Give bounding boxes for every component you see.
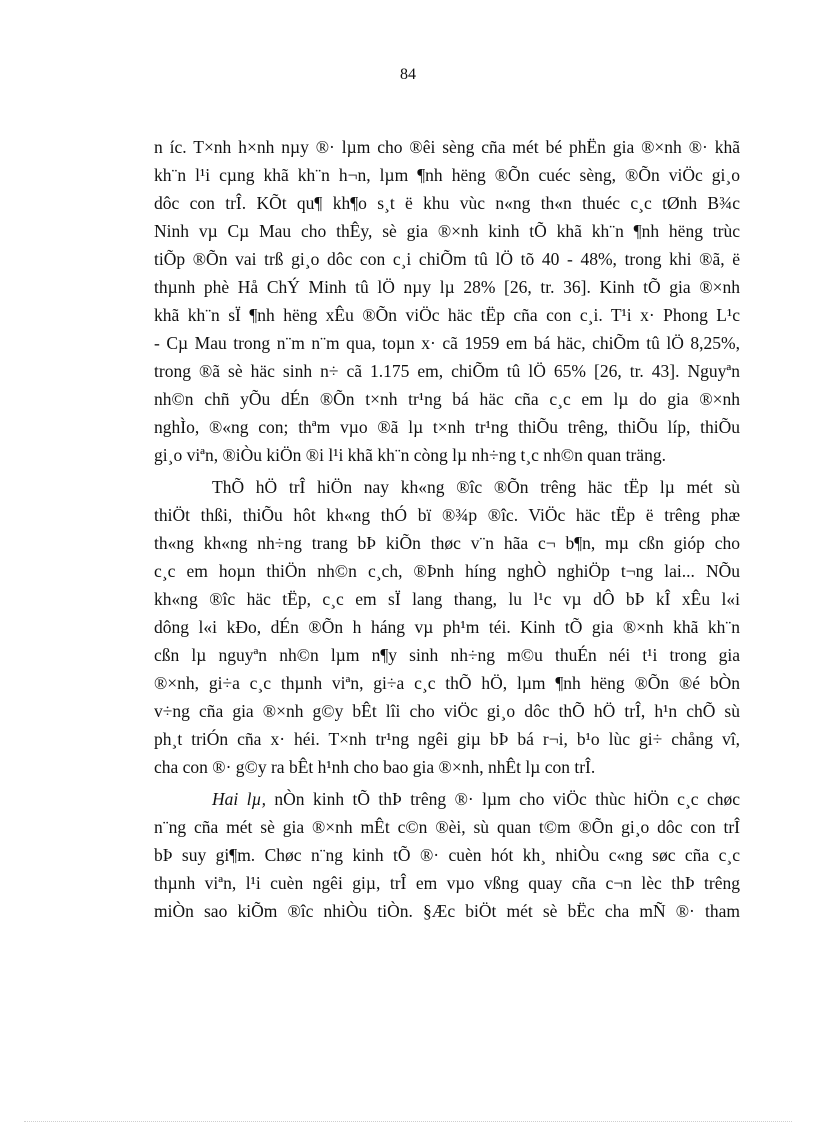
text-line: ThÕ hÖ trÎ hiÖn nay kh«ng ®îc ®Õn trêng häc tËp lµ mét sù (212, 477, 740, 497)
page-number: 84 (400, 66, 416, 83)
text-line: kh¨n l¹i cµng khã kh¨n h¬n, lµm ¶nh hëng ®Õn cuéc sèng, ®Õn viÖc gi¸o (154, 165, 740, 185)
paragraph-1 (154, 133, 740, 469)
page-bottom-border (24, 1121, 792, 1122)
text-line: Ninh vµ Cµ Mau cho thÊy, sè gia ®×nh kinh tÕ khã kh¨n ¶nh hëng trùc (154, 221, 740, 241)
text-line: nghÌo, ®«ng con; thªm vµo ®ã lµ t×nh tr¹ng thiÕu trêng, thiÕu líp, thiÕu (154, 417, 740, 437)
text-line: khã kh¨n sÏ ¶nh hëng xÊu ®Õn viÖc häc tËp cña con c¸i. T¹i x· Phong L¹c (154, 305, 740, 325)
italic-lead: Hai lµ, (212, 789, 266, 809)
text-line: trong ®ã sè häc sinh n÷ cã 1.175 em, chiÕm tû lÖ 65% [26, tr. 43]. Nguyªn (154, 361, 740, 381)
text-line: miÒn sao kiÕm ®îc nhiÒu tiÒn. §Æc biÖt mét sè bËc cha mÑ ®· tham (154, 901, 740, 921)
paragraph-3 (154, 785, 740, 925)
text-line: v÷ng cña gia ®×nh g©y bÊt lîi cho viÖc gi¸o dôc thÕ hÖ trÎ, h¹n chÕ sù (154, 701, 740, 721)
paragraph-2 (154, 473, 740, 781)
text-line: ®×nh, gi÷a c¸c thµnh viªn, gi÷a c¸c thÕ hÖ, lµm ¶nh hëng ®Õn ®é bÒn (154, 673, 740, 693)
text-line: tiÕp ®Õn vai trß gi¸o dôc con c¸i chiÕm tû lÖ tõ 40 - 48%, trong khi ®ã, ë (154, 249, 740, 269)
page-body (154, 133, 740, 925)
text-line: dông l«i kÐo, dÉn ®Õn h háng vµ ph¹m téi. Kinh tÕ gia ®×nh khã kh¨n (154, 617, 740, 637)
text-run: nÒn kinh tÕ thÞ trêng ®· lµm cho viÖc thùc hiÖn c¸c chøc (266, 789, 740, 809)
text-line: gi¸o viªn, ®iÒu kiÖn ®i l¹i khã kh¨n còng lµ nh÷ng t¸c nh©n quan träng. (154, 445, 666, 465)
text-line: c¸c em hoµn thiÖn nh©n c¸ch, ®Þnh híng nghÒ nghiÖp t¬ng lai... NÕu (154, 561, 740, 581)
text-line: ph¸t triÓn cña x· héi. T×nh tr¹ng ngêi giµ bÞ bá r¬i, b¹o lùc gi÷ chång vî, (154, 729, 740, 749)
text-line: thiÖt thßi, thiÕu hôt kh«ng thÓ bï ®¾p ®îc. ViÖc häc tËp ë trêng phæ (154, 505, 740, 525)
text-line: n¨ng cña mét sè gia ®×nh mÊt c©n ®èi, sù quan t©m ®Õn gi¸o dôc con trÎ (154, 817, 740, 837)
text-line: - Cµ Mau trong n¨m n¨m qua, toµn x· cã 1959 em bá häc, chiÕm tû lÖ 8,25%, (154, 333, 740, 353)
text-line: thµnh viªn, l¹i cuèn ngêi giµ, trÎ em vµo vßng quay cña c¬n lèc thÞ trêng (154, 873, 740, 893)
text-line: bÞ suy gi¶m. Chøc n¨ng kinh tÕ ®· cuèn hót kh¸ nhiÒu c«ng søc cña c¸c (154, 845, 740, 865)
text-line: kh«ng ®îc häc tËp, c¸c em sÏ lang thang, lu l¹c vµ dÔ bÞ kÎ xÊu l«i (154, 589, 740, 609)
text-line (154, 785, 740, 813)
text-line: nh©n chñ yÕu dÉn ®Õn t×nh tr¹ng bá häc cña c¸c em lµ do gia ®×nh (154, 389, 740, 409)
text-line: cha con ®· g©y ra bÊt h¹nh cho bao gia ®×nh, nhÊt lµ con trÎ. (154, 757, 596, 777)
text-line: dôc con trÎ. KÕt qu¶ kh¶o s¸t ë khu vùc n«ng th«n thuéc c¸c tØnh B¾c (154, 193, 740, 213)
text-line: n íc. T×nh h×nh nµy ®· lµm cho ®êi sèng cña mét bé phËn gia ®×nh ®· khã (154, 137, 740, 157)
text-line: cßn lµ nguyªn nh©n lµm n¶y sinh nh÷ng m©u thuÉn néi t¹i trong gia (154, 645, 740, 665)
text-line: th«ng kh«ng nh÷ng trang bÞ kiÕn thøc v¨n hãa c¬ b¶n, mµ cßn gióp cho (154, 533, 740, 553)
text-line: thµnh phè Hå ChÝ Minh tû lÖ nµy lµ 28% [26, tr. 36]. Kinh tÕ gia ®×nh (154, 277, 740, 297)
